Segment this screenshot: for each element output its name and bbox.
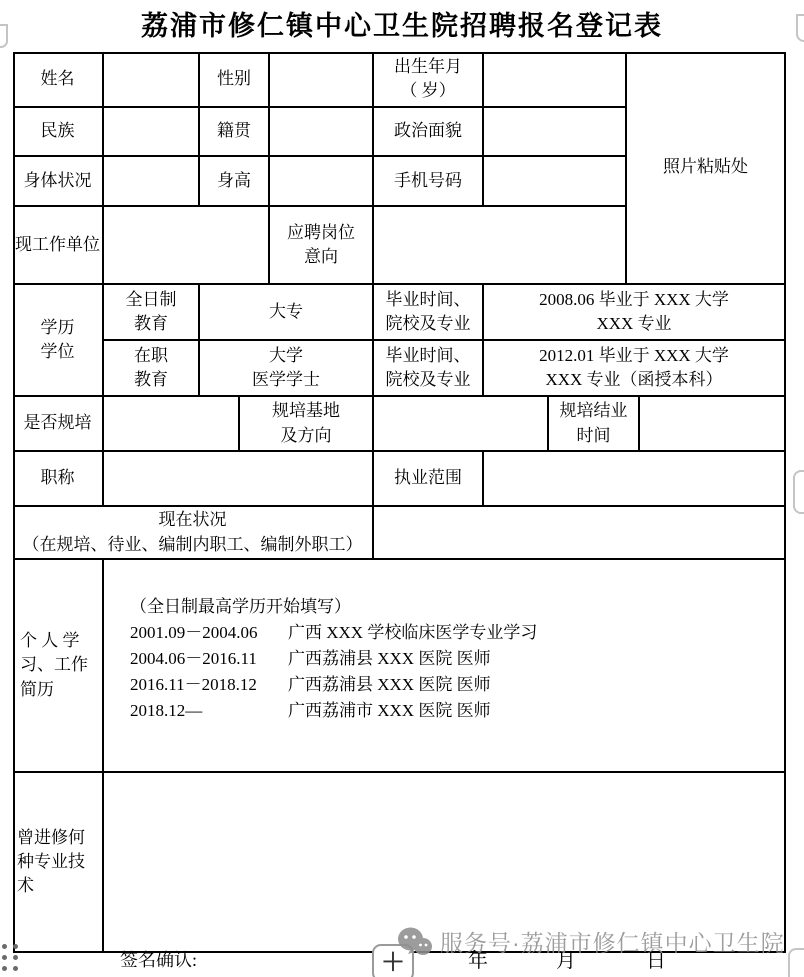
signature-label: 签名确认: (120, 950, 198, 970)
gender-label: 性别 (200, 52, 270, 108)
drag-handle-dots[interactable] (2, 944, 18, 971)
resume-entry: 2001.09－2004.06 广西 XXX 学校临床医学专业学习 (130, 623, 538, 642)
edge-button-top-left[interactable] (0, 24, 8, 48)
resume-entry: 2016.11－2018.12 广西荔浦县 XXX 医院 医师 (130, 675, 491, 694)
position-label-line1: 应聘岗位 (287, 222, 355, 242)
further-training-label: 曾进修何种专业技术 (13, 773, 104, 953)
training-finish-value-cell (640, 397, 786, 452)
employer-label: 现工作单位 (13, 207, 104, 285)
fulltime-graduation-value: 2008.06 毕业于 XXX 大学 XXX 专业 (484, 285, 786, 341)
fulltime-education-label: 全日制 教育 (104, 285, 200, 341)
current-status-value-cell (374, 507, 786, 560)
practice-scope-label: 执业范围 (374, 452, 484, 507)
zoom-in-button[interactable]: ＋ (372, 944, 414, 977)
training-base-value-cell (374, 397, 549, 452)
gender-value-cell (270, 52, 374, 108)
position-intention-value-cell (374, 207, 627, 285)
photo-paste-area: 照片粘贴处 (627, 52, 786, 285)
watermark-text: 服务号·荔浦市修仁镇中心卫生院 (440, 930, 785, 956)
phone-label: 手机号码 (374, 157, 484, 207)
resume-content (104, 560, 786, 773)
birth-label-line1: 出生年月 (394, 56, 462, 76)
position-intention-label (270, 207, 374, 285)
training-finish-label: 规培结业 时间 (549, 397, 640, 452)
resume-hint: （全日制最高学历开始填写） (130, 597, 351, 616)
education-label: 学历 学位 (13, 285, 104, 397)
ethnicity-label: 民族 (13, 108, 104, 157)
current-status-label: 现在状况 （在规培、待业、编制内职工、编制外职工） (13, 507, 374, 560)
native-place-label: 籍贯 (200, 108, 270, 157)
wechat-official-account-icon (398, 927, 432, 957)
page-title: 荔浦市修仁镇中心卫生院招聘报名登记表 (141, 11, 663, 41)
day-label: 日 (646, 950, 666, 972)
employer-value-cell (104, 207, 270, 285)
height-value-cell (270, 157, 374, 207)
training-value-cell (104, 397, 240, 452)
edge-button-right[interactable] (793, 470, 804, 514)
onjob-graduation-label: 毕业时间、 院校及专业 (374, 341, 484, 397)
health-value-cell (104, 157, 200, 207)
political-status-value-cell (484, 108, 627, 157)
health-label: 身体状况 (13, 157, 104, 207)
ethnicity-value-cell (104, 108, 200, 157)
resume-entry: 2018.12— 广西荔浦市 XXX 医院 医师 (130, 701, 491, 720)
height-label: 身高 (200, 157, 270, 207)
native-place-value-cell (270, 108, 374, 157)
birth-value-cell (484, 52, 627, 108)
training-label: 是否规培 (13, 397, 104, 452)
job-title-value-cell (104, 452, 374, 507)
resume-entry: 2004.06－2016.11 广西荔浦县 XXX 医院 医师 (130, 649, 491, 668)
onjob-degree-value: 大学 医学学士 (200, 341, 374, 397)
fulltime-degree-value: 大专 (200, 285, 374, 341)
birth-label (374, 52, 484, 108)
phone-value-cell (484, 157, 627, 207)
birth-label-line2: （ 岁） (400, 81, 456, 100)
resume-label: 个 人 学 习、工作 简历 (13, 560, 104, 773)
watermark (398, 925, 785, 958)
month-label: 月 (556, 950, 576, 972)
edge-button-bottom-right[interactable] (788, 948, 804, 977)
job-title-label: 职称 (13, 452, 104, 507)
political-status-label: 政治面貌 (374, 108, 484, 157)
name-label: 姓名 (13, 52, 104, 108)
name-value-cell (104, 52, 200, 108)
onjob-education-label: 在职 教育 (104, 341, 200, 397)
registration-form-table (13, 52, 786, 953)
training-base-label: 规培基地 及方向 (240, 397, 374, 452)
practice-scope-value-cell (484, 452, 786, 507)
edge-button-top-right[interactable] (796, 14, 804, 42)
position-label-line2: 意向 (304, 247, 338, 266)
onjob-graduation-value: 2012.01 毕业于 XXX 大学 XXX 专业（函授本科） (484, 341, 786, 397)
fulltime-graduation-label: 毕业时间、 院校及专业 (374, 285, 484, 341)
year-label: 年 (468, 950, 488, 972)
